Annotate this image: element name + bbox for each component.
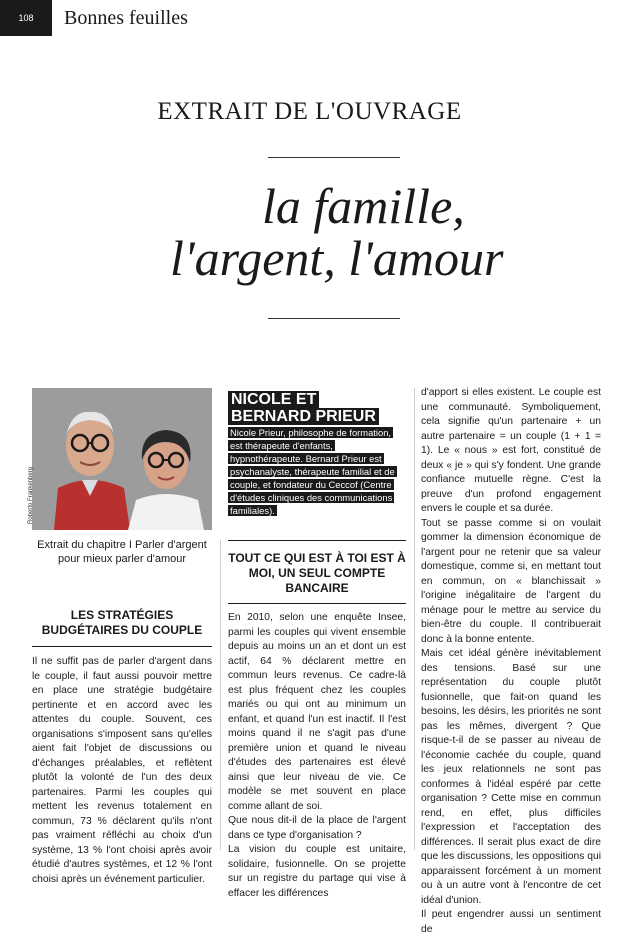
- col1-text: [32, 655, 212, 887]
- col3-paragraph-4: Il peut engendrer aussi un sentiment de: [421, 909, 601, 935]
- col3-paragraph-1: d'apport si elles existent. Le couple est une communauté. Symboliquement, cela signifie qu'un partenaire + un autre partenaire = un couple (1 + 1 = 1). Le « nous » est fort, constitué de deux « je » qui s'y fondent. Une grande confiance mutuelle règne. C'est la preuve d'un profond engagement envers le couple et sa durée.: [421, 387, 601, 514]
- col1-subhead: LES STRATÉGIES BUDGÉTAIRES DU COUPLE: [41, 608, 203, 637]
- section-title: Bonnes feuilles: [64, 7, 188, 29]
- col3-paragraph-2: Tout se passe comme si on voulait gommer la dimension économique de l'argent pour ne retenir que sa valeur domestique, comme si, en mettant tout en commun, on « blanchissait » l'origine inégalitaire de l'argent du ménage pour le mettre au service du bien-être du couple. Il contribuerait donc à la bonne entente.: [421, 517, 601, 645]
- col2-subhead: TOUT CE QUI EST À TOI EST À MOI, UN SEUL COMPTE BANCAIRE: [228, 551, 406, 595]
- col2-subhead-rule: [228, 603, 406, 604]
- col2-text: [228, 611, 406, 901]
- headline-line-1: la famille,: [262, 178, 465, 234]
- title-rule-top: [268, 157, 400, 158]
- authors-name: [228, 391, 408, 425]
- title-rule-bottom: [268, 318, 400, 319]
- chapter-caption: Extrait du chapitre I Parler d'argent pour mieux parler d'amour: [37, 539, 207, 565]
- col1-subhead-rule: [32, 646, 212, 647]
- authors-name-line-2: BERNARD PRIEUR: [228, 408, 379, 425]
- col2-paragraph-2: Que nous dit-il de la place de l'argent dans ce type d'organisation ?: [228, 815, 406, 841]
- col3-text: [421, 386, 601, 937]
- authors-photo-illustration: [32, 388, 212, 530]
- column-divider-1: [220, 540, 221, 850]
- authors-bio: [228, 426, 406, 517]
- authors-name-line-1: NICOLE ET: [228, 391, 319, 408]
- headline-line-2: l'argent, l'amour: [170, 230, 504, 286]
- authors-photo: [28, 388, 212, 530]
- kicker: EXTRAIT DE L'OUVRAGE: [157, 98, 462, 125]
- photo-credit: Roberto Frankenberg: [28, 466, 34, 524]
- col2-subhead-rule-top: [228, 540, 406, 541]
- col2-paragraph-1: En 2010, selon une enquête Insee, parmi les couples qui vivent ensemble depuis au moins un an et dont un est actif, 64 % déclarent mettre en commun leurs revenus. Ce cadre-là est plus fréquent chez les couples mariés ou qui ont au minimum un enfant, et quand l'un est inactif. Il l'est moins quand il ne s'agit pas d'une première union et quand le niveau d'études des partenaires est élevé ainsi que leur niveau de vie. Ce modèle se met souvent en place comme allant de soi.: [228, 612, 406, 812]
- column-divider-2: [414, 388, 415, 850]
- page-number: 108: [0, 0, 52, 36]
- authors-bio-text: Nicole Prieur, philosophe de formation, est thérapeute d'enfants, hypnothérapeute. Bernard Prieur est psychanalyste, thérapeute familial et de couple, et fondateur du Ceccof (Centre d'études cliniques des communications familiales).: [230, 427, 395, 516]
- col1-paragraph: Il ne suffit pas de parler d'argent dans le couple, il faut aussi pouvoir mettre en place une stratégie budgétaire pertinente et en accord avec les attentes du couple. Souvent, ces organisations s'imposent sans qu'elles aient fait l'objet de discussions ou d'échanges préalables, et reflètent plutôt la volonté de l'un des deux partenaires. Parmi les couples qui mettent les revenus totalement en commun, 73 % déclarent qu'ils n'ont pas vraiment réfléchi au choix d'un système, 13 % l'ont choisi après avoir étudié d'autres systèmes, et 12 % l'ont choisi après un événement particulier.: [32, 656, 212, 885]
- headline: [170, 180, 570, 284]
- col2-paragraph-3: La vision du couple est unitaire, solidaire, fusionnelle. On se projette sur un registre du partage qui vise à effacer les différences: [228, 844, 406, 899]
- col3-paragraph-3: Mais cet idéal génère inévitablement des tensions. Basé sur une représentation du couple plutôt fusionnelle, que fait-on quand les besoins, les désirs, les priorités ne sont pas les mêmes, divergent ? Que risque-t-il de se passer au niveau de l'économie cachée du couple, quand les jeux relationnels ne sont pas conformes à l'idéal espéré par cette organisation ? Cette mise en commun rend, en effet, plus difficiles l'expression et l'acceptation des différences. Il serait plus exact de dire que les discussions, les oppositions qui apparaissent forcément à un moment ou à un autre vont à l'encontre de cet idéal d'union.: [421, 648, 601, 906]
